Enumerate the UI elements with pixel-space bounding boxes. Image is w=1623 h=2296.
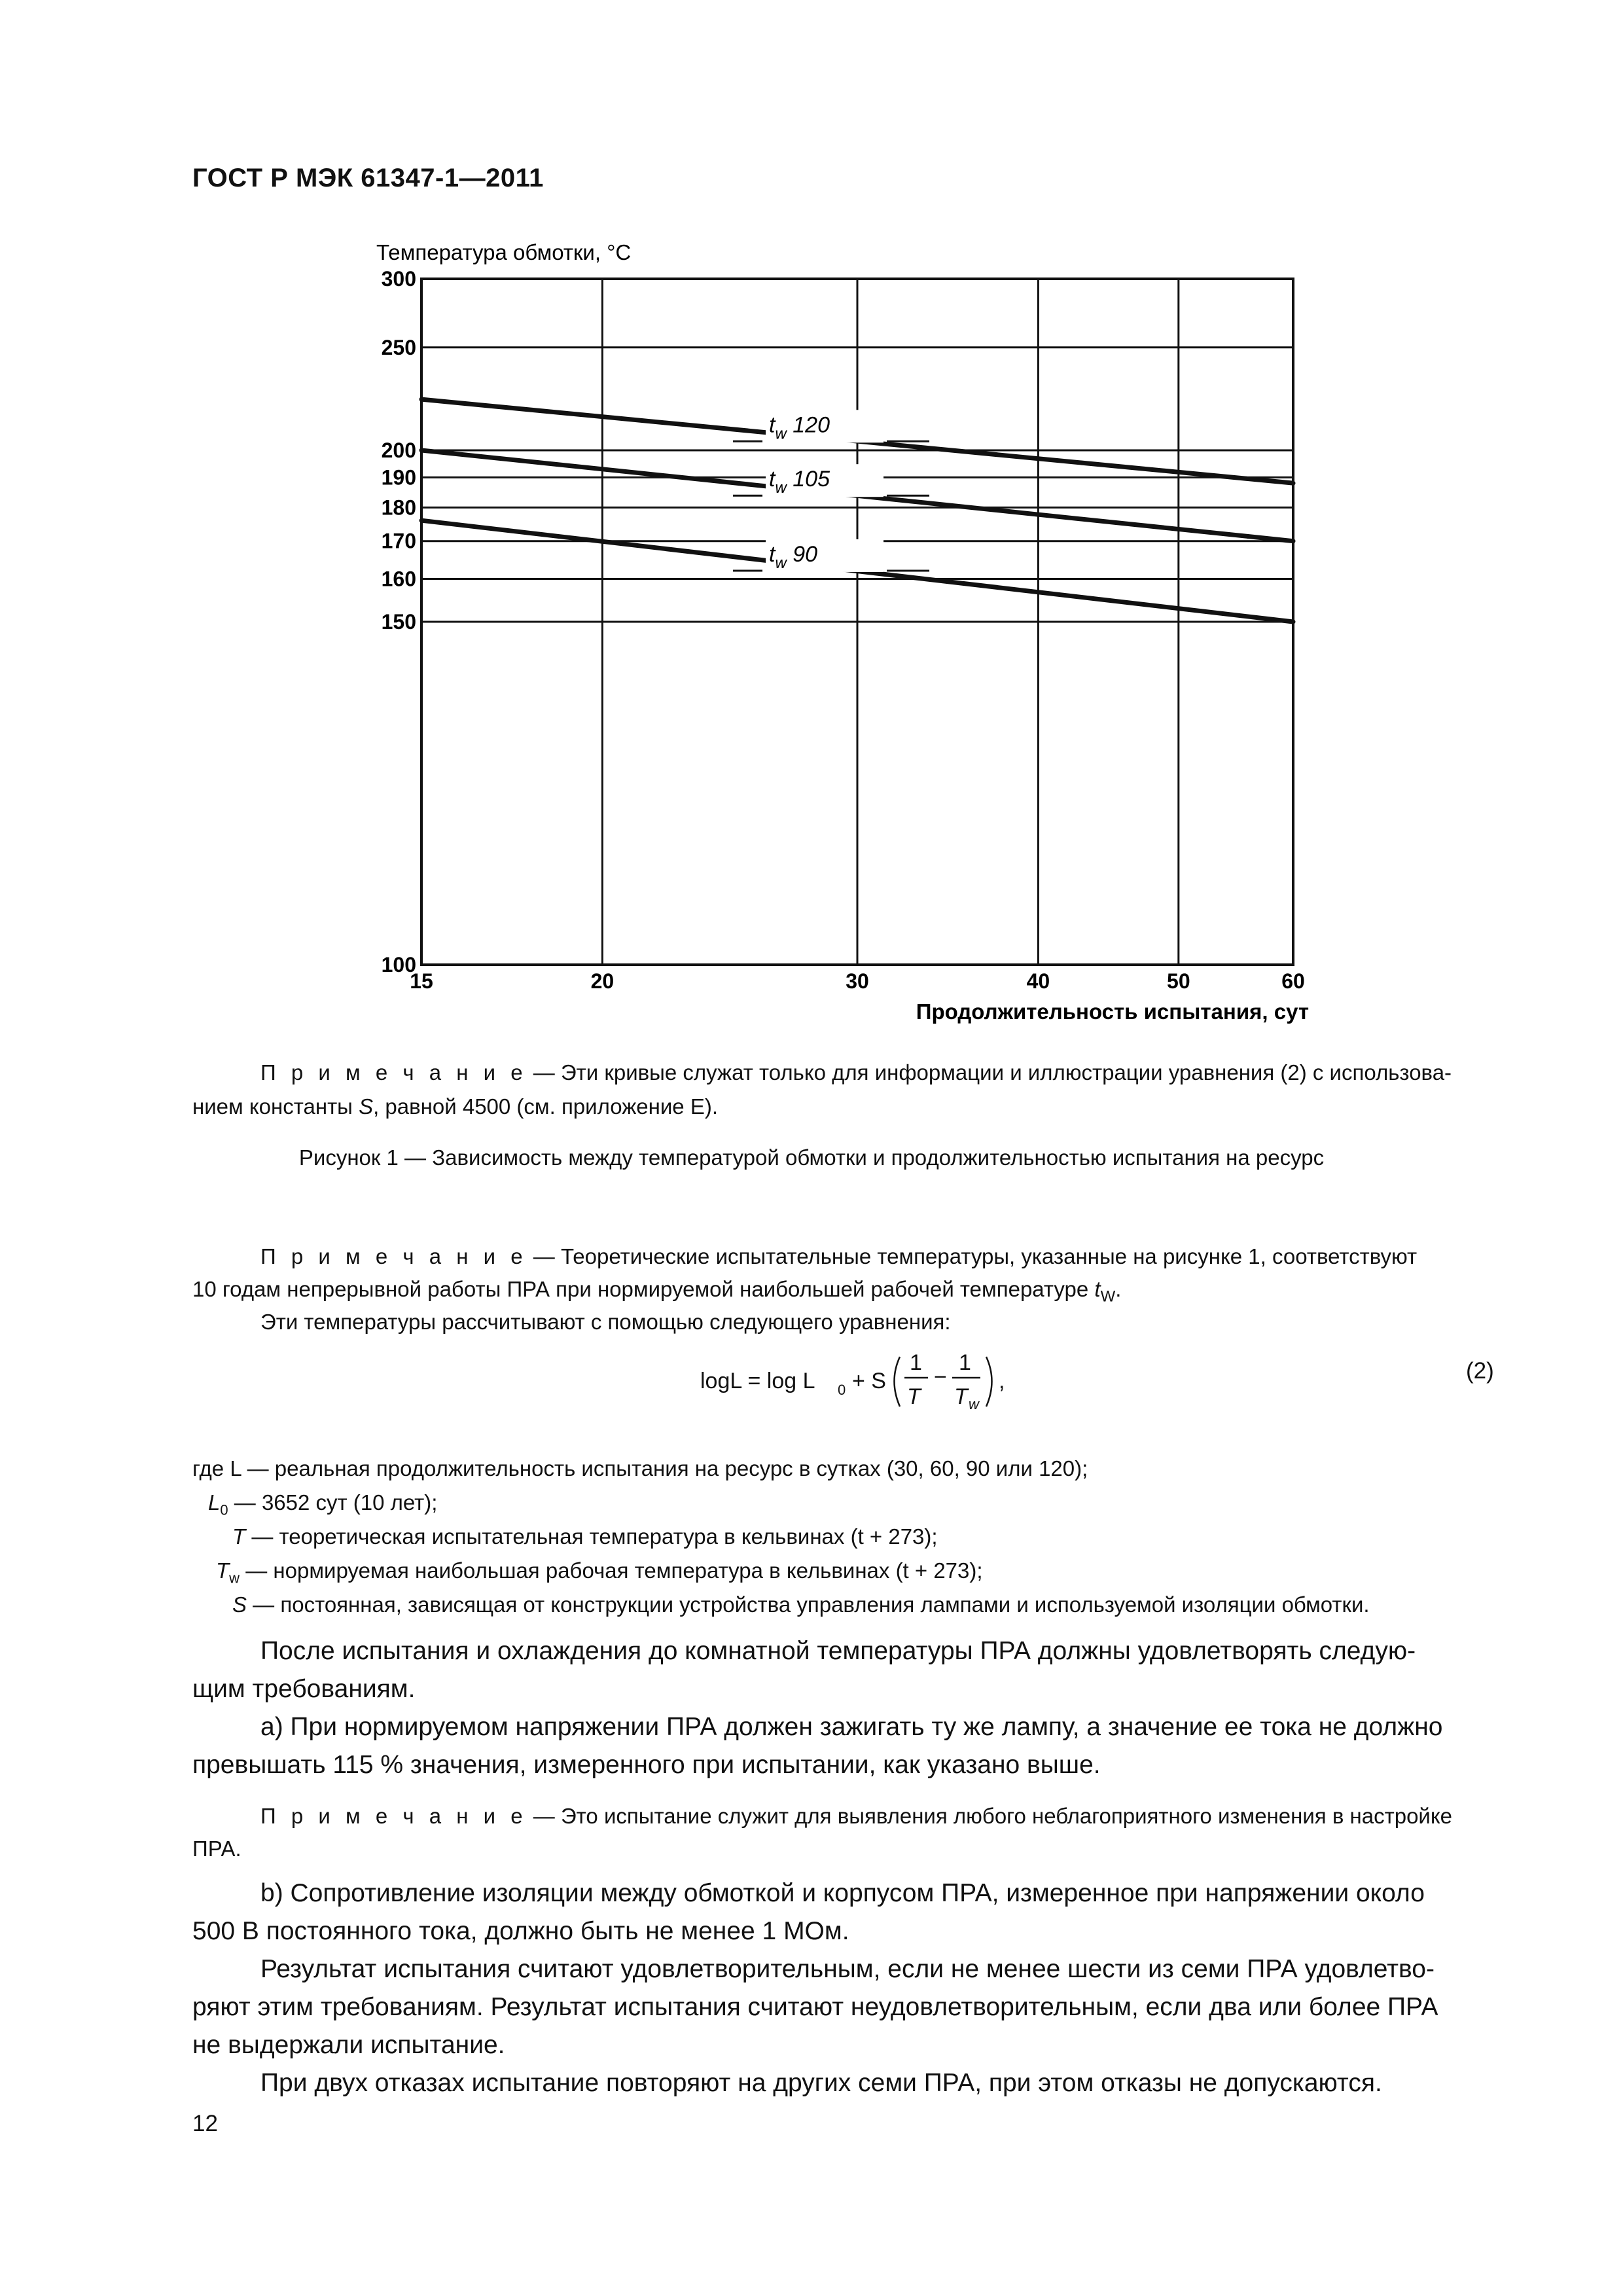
formula-comma: , [999, 1369, 1005, 1393]
note-subscript: W [1100, 1287, 1116, 1306]
figure-caption: Рисунок 1 — Зависимость между температурой обмотки и продолжительностью испытания на ресурс [298, 1145, 1325, 1170]
note-2-line-3: Эти температуры рассчитывают с помощью следующего уравнения: [260, 1310, 951, 1334]
note-prefix: П р и м е ч а н и е [260, 1060, 527, 1085]
equation-number: (2) [1466, 1358, 1494, 1384]
note-text: — Теоретические испытательные температуры, указанные на рисунке 1, соответствуют [527, 1244, 1418, 1268]
series-label [733, 539, 929, 572]
note-3-line-1 [260, 1799, 1452, 1834]
svg-text:tw 90: $t_w$ 90 [769, 541, 818, 572]
formula-lhs: logL = log L [700, 1369, 815, 1393]
note-text: — Эти кривые служат только для информации и иллюстрации уравнения (2) с использова- [527, 1060, 1452, 1085]
y-tick-label: 250 [381, 335, 416, 359]
definition-text: — реальная продолжительность испытания на ресурс в сутках (30, 60, 90 или 120); [241, 1456, 1088, 1480]
x-axis-title: Продолжительность испытания, сут [916, 999, 1309, 1024]
series-label [733, 464, 929, 497]
note-variable: S [359, 1094, 374, 1119]
definition-text: — постоянная, зависящая от конструкции устройства управления лампами и используемой изоляции обмотки. [247, 1592, 1370, 1617]
note-text: 10 годам непрерывной работы ПРА при нормируемой наибольшей рабочей температуре [192, 1277, 1095, 1301]
note-3-line-2: ПРА. [192, 1837, 241, 1861]
note-text: , равной 4500 (см. приложение Е). [373, 1094, 718, 1119]
formula-sub0: 0 [838, 1382, 846, 1398]
para-2-line-2: ряют этим требованиям. Результат испытания считают неудовлетворительным, если два или более ПРА [192, 1993, 1438, 2021]
definition-symbol: L [208, 1490, 221, 1515]
formula-minus: − [934, 1365, 947, 1390]
definition-symbol: где L [192, 1456, 241, 1480]
y-tick-label: 300 [381, 267, 416, 291]
y-axis-title: Температура обмотки, °C [376, 240, 632, 264]
series-label [733, 410, 929, 442]
definition-l [192, 1452, 1088, 1486]
page-number: 12 [192, 2111, 218, 2136]
document-header: ГОСТ Р МЭК 61347-1—2011 [192, 164, 544, 192]
x-tick-label: 50 [1167, 969, 1190, 993]
para-1-line-1: После испытания и охлаждения до комнатной температуры ПРА должны удовлетворять следую- [260, 1637, 1416, 1665]
formula-den-t: T [907, 1384, 921, 1409]
y-tick-label: 170 [381, 529, 416, 553]
y-tick-label: 100 [381, 953, 416, 977]
formula-num-1: 1 [910, 1350, 922, 1375]
para-a-line-2: превышать 115 % значения, измеренного при испытании, как указано выше. [192, 1751, 1101, 1779]
para-a-line-1: a) При нормируемом напряжении ПРА должен зажигать ту же лампу, а значение ее тока не должно [260, 1713, 1443, 1741]
note-prefix: П р и м е ч а н и е [260, 1804, 527, 1828]
note-1-line-2 [192, 1089, 718, 1124]
winding-temperature-chart [0, 0, 1623, 1060]
para-b-line-1: b) Сопротивление изоляции между обмоткой и корпусом ПРА, измеренное при напряжении около [260, 1879, 1425, 1907]
para-2-line-1: Результат испытания считают удовлетворительным, если не менее шести из семи ПРА удовлетво- [260, 1955, 1435, 1983]
definition-subscript: 0 [220, 1501, 228, 1518]
definition-t [232, 1520, 938, 1554]
definition-text: — нормируемая наибольшая рабочая температура в кельвинах (t + 273); [240, 1558, 983, 1583]
x-tick-label: 60 [1281, 969, 1305, 993]
y-tick-label: 180 [381, 495, 416, 520]
formula-den-tw-sub: w [969, 1396, 979, 1412]
definition-symbol: T [216, 1558, 230, 1583]
para-1-line-2: щим требованиям. [192, 1675, 416, 1703]
formula-den-tw: T [954, 1384, 968, 1409]
x-tick-label: 40 [1026, 969, 1050, 993]
svg-text:tw 120: $t_w$ 120 [769, 412, 830, 443]
para-b-line-2: 500 В постоянного тока, должно быть не менее 1 МОм. [192, 1917, 849, 1945]
chart-ticks [382, 267, 1305, 993]
y-tick-label: 190 [381, 465, 416, 490]
definition-text: — 3652 сут (10 лет); [228, 1490, 438, 1515]
x-tick-label: 30 [846, 969, 869, 993]
equation-2 [700, 1338, 1054, 1424]
y-tick-label: 150 [381, 610, 416, 634]
note-text: нием константы [192, 1094, 359, 1119]
para-2-line-3: не выдержали испытание. [192, 2031, 505, 2059]
definition-symbol: T [232, 1524, 246, 1549]
definition-subscript: w [229, 1570, 240, 1587]
definition-text: — теоретическая испытательная температура в кельвинах (t + 273); [245, 1524, 938, 1549]
x-tick-label: 15 [410, 969, 433, 993]
chart-grid [421, 279, 1293, 965]
definition-symbol: S [232, 1592, 247, 1617]
svg-text:tw 105: $t_w$ 105 [769, 467, 830, 497]
note-text: . [1115, 1277, 1122, 1301]
note-text: — Это испытание служит для выявления любого неблагоприятного изменения в настройке [527, 1804, 1453, 1828]
formula-plus-s: + S [852, 1369, 886, 1393]
note-1-line-1 [260, 1055, 1452, 1090]
definition-s [232, 1588, 1370, 1622]
note-variable: t [1094, 1277, 1101, 1301]
para-3-line-1: При двух отказах испытание повторяют на других семи ПРА, при этом отказы не допускаются. [260, 2069, 1382, 2097]
y-tick-label: 160 [381, 567, 416, 591]
note-prefix: П р и м е ч а н и е [260, 1244, 527, 1268]
note-2-line-1 [260, 1239, 1417, 1274]
y-tick-label: 200 [381, 439, 416, 462]
formula-num-2: 1 [959, 1350, 971, 1375]
x-tick-label: 20 [590, 969, 615, 993]
